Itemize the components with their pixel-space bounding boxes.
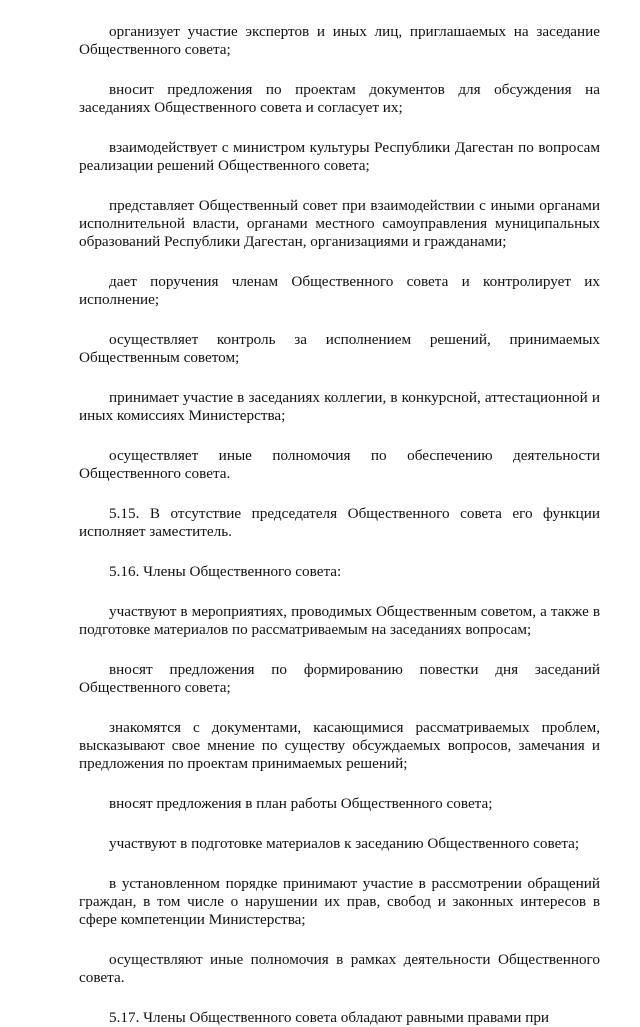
- paragraph-members-documents: знакомятся с документами, касающимися рассматриваемых проблем, высказывают свое мнение по существу обсуждаемых вопросов, замечания и предложения по проектам принимаемых решений;: [79, 719, 600, 772]
- paragraph-gives-instructions: дает поручения членам Общественного совета и контролирует их исполнение;: [79, 273, 600, 308]
- paragraph-members-participate-events: участвуют в мероприятиях, проводимых Общественным советом, а также в подготовке материалов по рассматриваемым на заседаниях вопросам;: [79, 603, 600, 638]
- paragraph-members-materials: участвуют в подготовке материалов к заседанию Общественного совета;: [109, 835, 580, 852]
- paragraph-organizes-experts: организует участие экспертов и иных лиц, приглашаемых на заседание Общественного совета;: [79, 23, 600, 58]
- paragraph-interacts-minister: взаимодействует с министром культуры Республики Дагестан по вопросам реализации решений Общественного совета;: [79, 139, 600, 174]
- paragraph-members-work-plan: вносят предложения в план работы Общественного совета;: [109, 795, 493, 812]
- paragraph-members-appeals: в установленном порядке принимают участие в рассмотрении обращений граждан, в том числе о нарушении их прав, свобод и законных интересов в сфере компетенции Министерства;: [79, 875, 600, 928]
- paragraph-5-17: 5.17. Члены Общественного совета обладают равными правами при: [109, 1009, 550, 1026]
- paragraph-submits-proposals: вносит предложения по проектам документов для обсуждения на заседаниях Общественного совета и согласует их;: [79, 81, 600, 116]
- paragraph-members-other-powers: осуществляют иные полномочия в рамках деятельности Общественного совета.: [79, 951, 600, 986]
- paragraph-represents-council: представляет Общественный совет при взаимодействии с иными органами исполнительной власти, органами местного самоуправления муниципальных образований Республики Дагестан, организациями и гражданами;: [79, 197, 600, 250]
- paragraph-other-powers-chair: осуществляет иные полномочия по обеспечению деятельности Общественного совета.: [79, 447, 600, 482]
- paragraph-participates-collegium: принимает участие в заседаниях коллегии, в конкурсной, аттестационной и иных комиссиях Министерства;: [79, 389, 600, 424]
- paragraph-5-15: 5.15. В отсутствие председателя Общественного совета его функции исполняет заместитель.: [79, 505, 600, 540]
- paragraph-controls-decisions: осуществляет контроль за исполнением решений, принимаемых Общественным советом;: [79, 331, 600, 366]
- paragraph-5-16: 5.16. Члены Общественного совета:: [109, 563, 342, 580]
- paragraph-members-agenda: вносят предложения по формированию повестки дня заседаний Общественного совета;: [79, 661, 600, 696]
- document-body: [79, 23, 600, 1027]
